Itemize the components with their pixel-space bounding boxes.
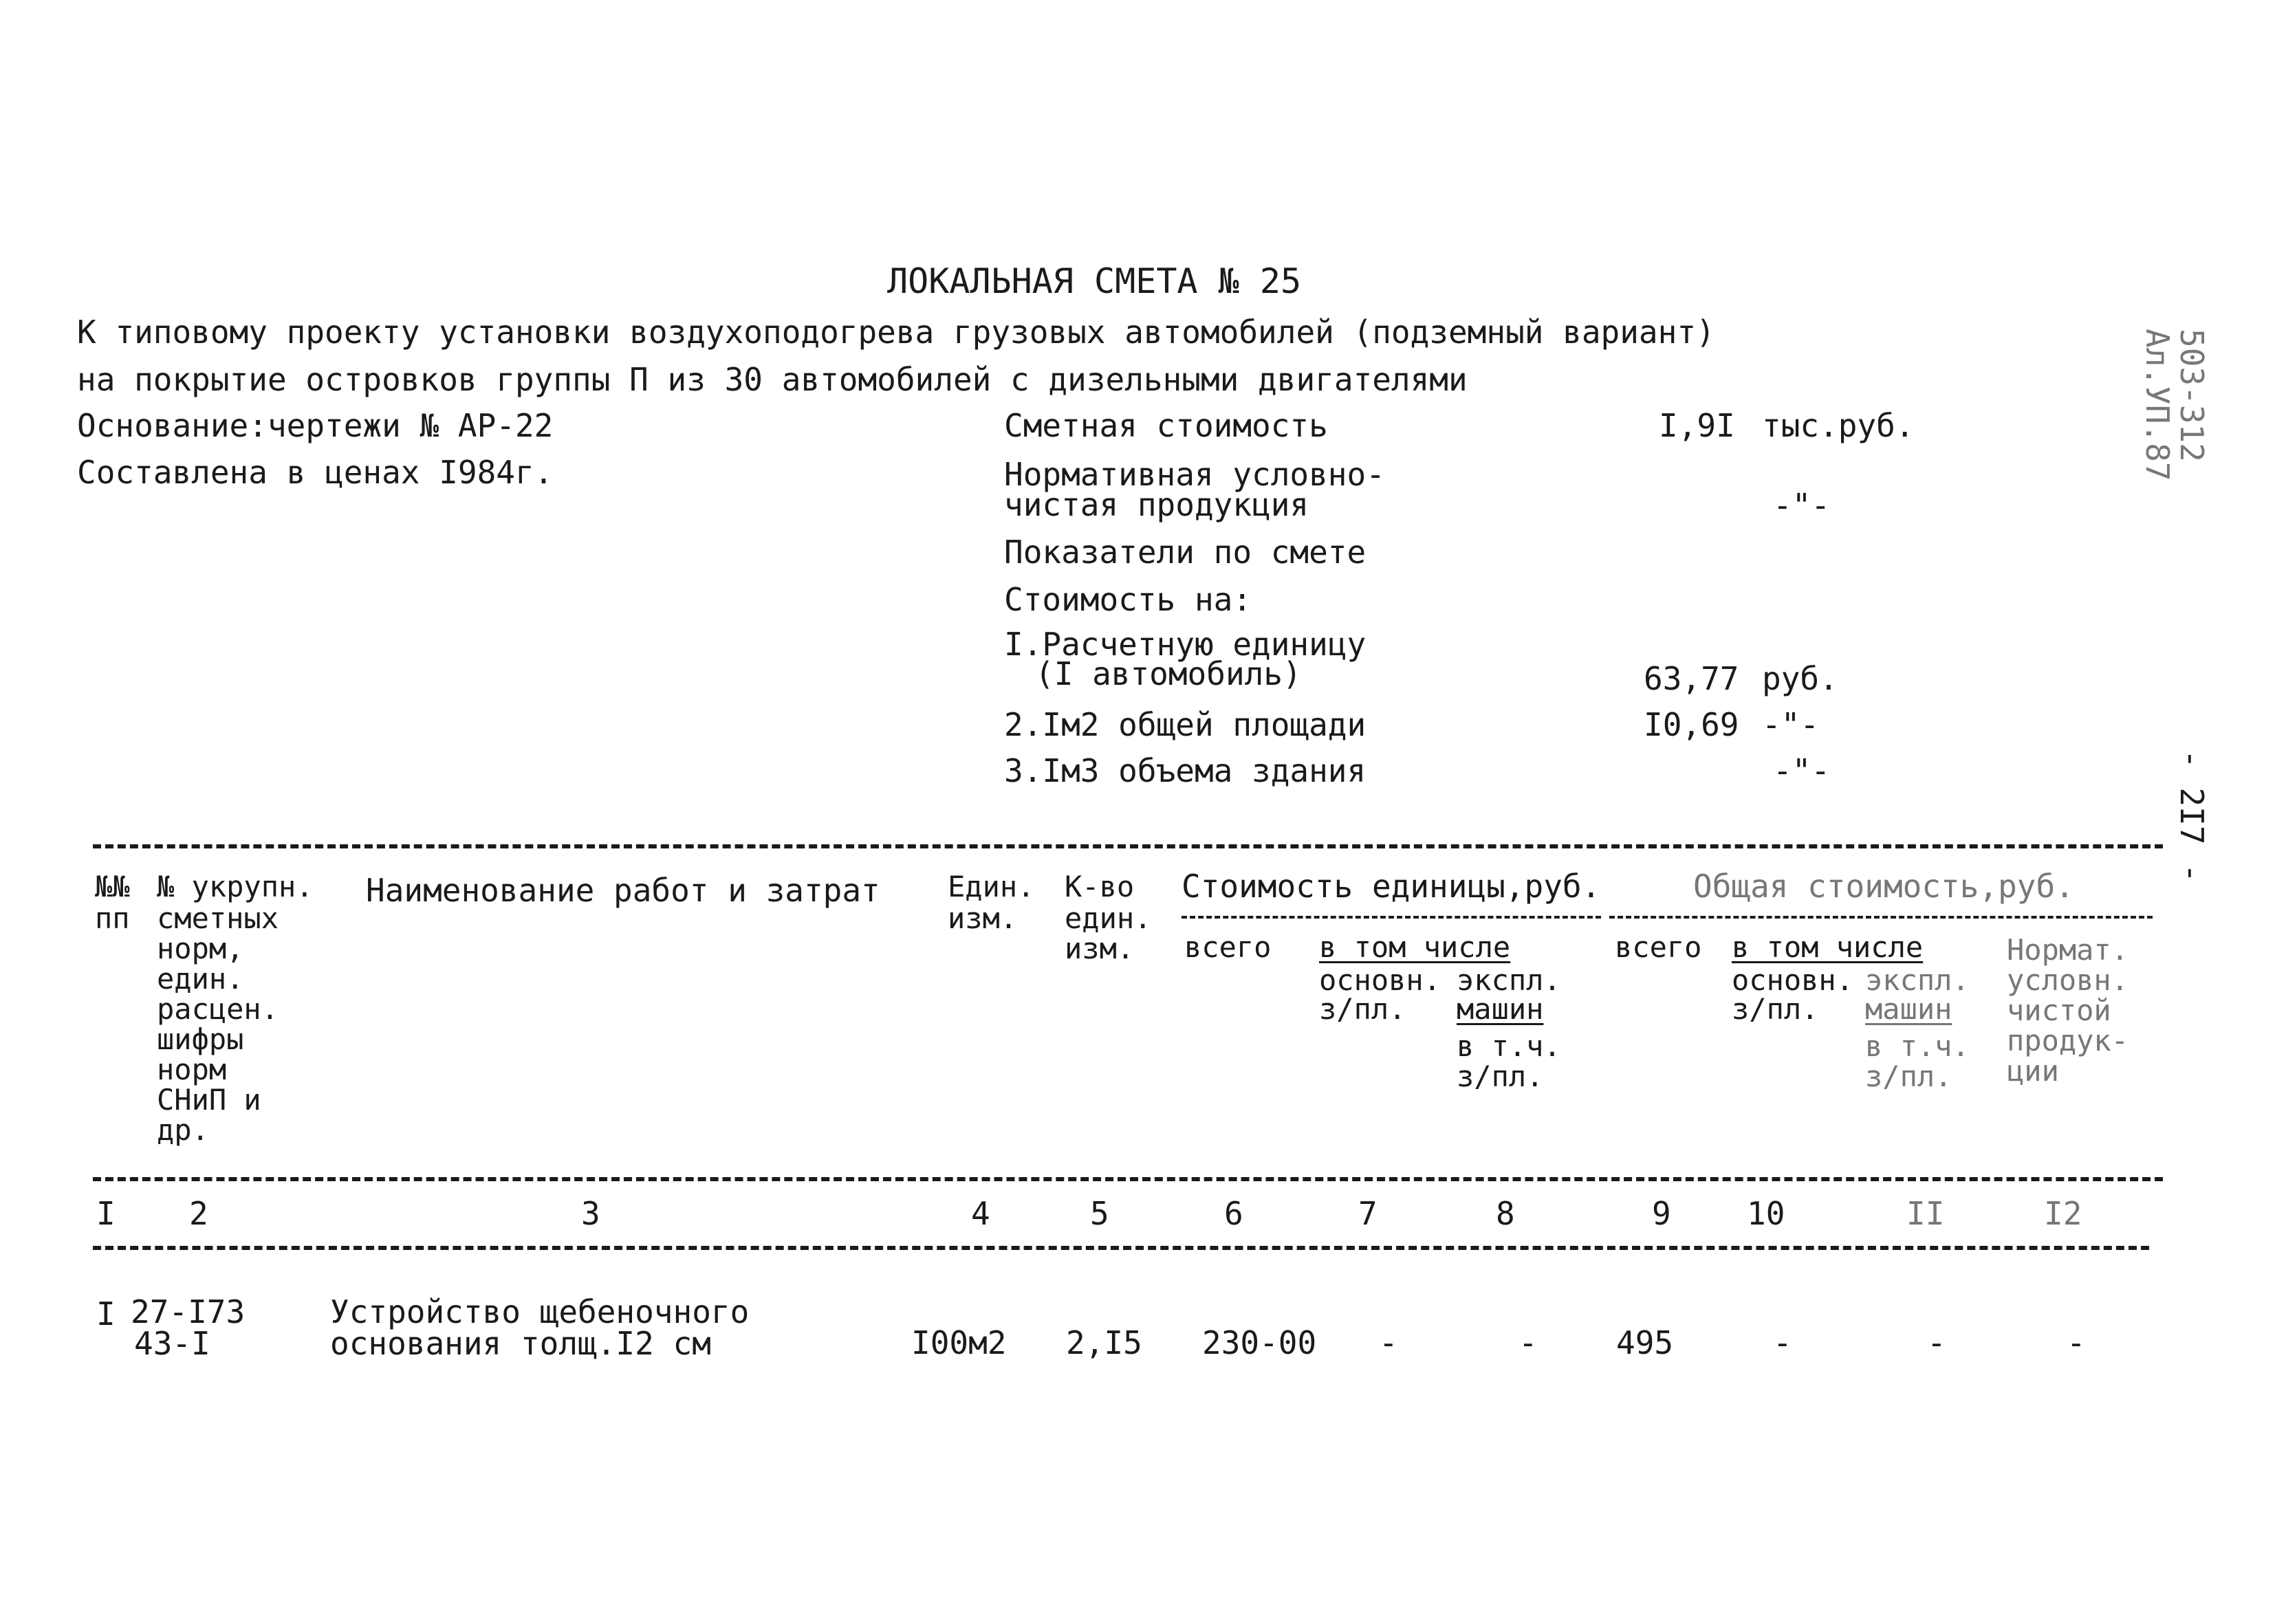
normative-label-1: Нормативная условно-	[1004, 456, 1385, 493]
header-unit-osnovn-l1: з/пл.	[1319, 992, 1406, 1026]
side-code-line-1: 503-312	[2173, 329, 2210, 462]
item1-value: 63,77	[1644, 660, 1739, 697]
row-unit: I00м2	[911, 1324, 1007, 1361]
header-total-vsego: всего	[1615, 930, 1702, 964]
col-number-11: II	[1906, 1195, 1945, 1232]
row-name-2: основания толщ.I2 см	[330, 1325, 711, 1362]
basis-text: Основание:чертежи № АР-22	[77, 407, 554, 444]
normative-value: -"-	[1773, 487, 1831, 524]
header-total-ekspl-l1: машин	[1865, 992, 1952, 1026]
header-unit-ekspl-l1: машин	[1457, 992, 1544, 1026]
col-number-9: 9	[1652, 1195, 1671, 1232]
cost-value: I,9I	[1659, 407, 1735, 444]
header-unit-osnovn-l0: основн.	[1319, 963, 1441, 997]
item2-label: 2.Iм2 общей площади	[1004, 706, 1367, 743]
header-total-cost: Общая стоимость,руб.	[1693, 868, 2074, 905]
col-number-2: 2	[189, 1195, 208, 1232]
col-number-1: I	[96, 1195, 116, 1232]
item1-unit: руб.	[1762, 660, 1838, 697]
row-qty: 2,I5	[1066, 1324, 1142, 1361]
row-unit-total: 230-00	[1202, 1324, 1317, 1361]
header-normat-l3: продук-	[2007, 1024, 2129, 1057]
subtitle-line-1: К типовому проекту установки воздухоподогрева грузовых автомобилей (подземный вариант)	[77, 314, 1715, 351]
header-normat-l2: чистой	[2007, 994, 2111, 1027]
header-col2-l0: № укрупн.	[157, 870, 314, 903]
page-number: - 2I7 -	[2173, 749, 2210, 883]
header-total-ekspl-l2: в т.ч.	[1865, 1029, 1970, 1063]
header-total-osnovn-l0: основн.	[1732, 963, 1854, 997]
header-col2-l6: норм	[157, 1053, 227, 1086]
table-top-rule	[93, 844, 2163, 848]
header-col5-l0: К-во	[1065, 870, 1135, 903]
header-normat-l0: Нормат.	[2007, 933, 2129, 967]
subtitle-line-2: на покрытие островков группы П из 30 автомобилей с дизельными двигателями	[77, 361, 1468, 398]
col-number-10: 10	[1747, 1195, 1785, 1232]
unit-cost-rule	[1182, 916, 1601, 919]
header-unit-ekspl-l0: экспл.	[1457, 963, 1561, 997]
header-col2-l2: норм,	[157, 932, 244, 965]
header-col1-b: пп	[95, 901, 130, 935]
header-unit-vsego: всего	[1184, 930, 1272, 964]
header-col2-l3: един.	[157, 962, 244, 996]
header-col2-l7: СНиП и	[157, 1083, 261, 1117]
item3-label: 3.Iм3 объема здания	[1004, 752, 1367, 789]
col-number-8: 8	[1496, 1195, 1515, 1232]
item3-value: -"-	[1773, 752, 1831, 789]
header-unit-v-tom-chisle: в том числе	[1319, 930, 1511, 964]
header-col2-l4: расцен.	[157, 992, 279, 1026]
header-col3: Наименование работ и затрат	[366, 872, 880, 909]
header-col2-l5: шифры	[157, 1022, 244, 1056]
side-code-line-2: Ал.УП.87	[2139, 329, 2176, 481]
header-col4-l0: Един.	[948, 870, 1035, 903]
row-normat: -	[2067, 1324, 2086, 1361]
header-col1-a: №№	[95, 870, 130, 903]
col-number-6: 6	[1224, 1195, 1243, 1232]
header-bottom-rule	[93, 1177, 2163, 1181]
col-number-4: 4	[971, 1195, 990, 1232]
row-code-2: 43-I	[134, 1325, 210, 1362]
header-total-v-tom-chisle: в том числе	[1732, 930, 1924, 964]
header-unit-ekspl-l3: з/пл.	[1457, 1060, 1544, 1093]
header-total-ekspl-l0: экспл.	[1865, 963, 1970, 997]
item1-label-1: I.Расчетную единицу	[1004, 626, 1367, 663]
col-number-5: 5	[1090, 1195, 1109, 1232]
document-title: ЛОКАЛЬНАЯ СМЕТА № 25	[887, 261, 1302, 301]
cost-unit: тыс.руб.	[1762, 407, 1915, 444]
cost-per-label: Стоимость на:	[1004, 581, 1252, 618]
item2-unit: -"-	[1762, 706, 1820, 743]
header-col5-l2: изм.	[1065, 932, 1135, 965]
row-code-1: 27-I73	[131, 1293, 246, 1330]
item1-label-2: (I автомобиль)	[1035, 655, 1302, 692]
header-normat-l1: условн.	[2007, 963, 2129, 997]
header-unit-ekspl-l2: в т.ч.	[1457, 1029, 1561, 1063]
numbers-bottom-rule	[93, 1246, 2149, 1250]
header-col5-l1: един.	[1065, 901, 1152, 935]
row-unit-ekspl: -	[1519, 1324, 1538, 1361]
col-number-7: 7	[1358, 1195, 1378, 1232]
header-total-ekspl-l3: з/пл.	[1865, 1060, 1952, 1093]
indicators-label: Показатели по смете	[1004, 534, 1367, 571]
header-col2-l8: др.	[157, 1113, 209, 1147]
normative-label-2: чистая продукция	[1004, 486, 1309, 523]
cost-label: Сметная стоимость	[1004, 407, 1328, 444]
header-total-osnovn-l1: з/пл.	[1732, 992, 1819, 1026]
header-col2-l1: сметных	[157, 901, 279, 935]
header-unit-cost: Стоимость единицы,руб.	[1182, 868, 1601, 905]
row-name-1: Устройство щебеночного	[330, 1293, 750, 1330]
row-total: 495	[1616, 1324, 1674, 1361]
col-number-3: 3	[581, 1195, 600, 1232]
item2-value: I0,69	[1644, 706, 1739, 743]
row-unit-osn: -	[1379, 1324, 1398, 1361]
total-cost-rule	[1609, 916, 2153, 919]
col-number-12: I2	[2044, 1195, 2082, 1232]
row-number: I	[96, 1295, 116, 1332]
row-total-osn: -	[1773, 1324, 1792, 1361]
header-normat-l4: ции	[2007, 1054, 2059, 1088]
prices-year-text: Составлена в ценах I984г.	[77, 454, 554, 491]
header-col4-l1: изм.	[948, 901, 1018, 935]
row-total-ekspl: -	[1927, 1324, 1946, 1361]
